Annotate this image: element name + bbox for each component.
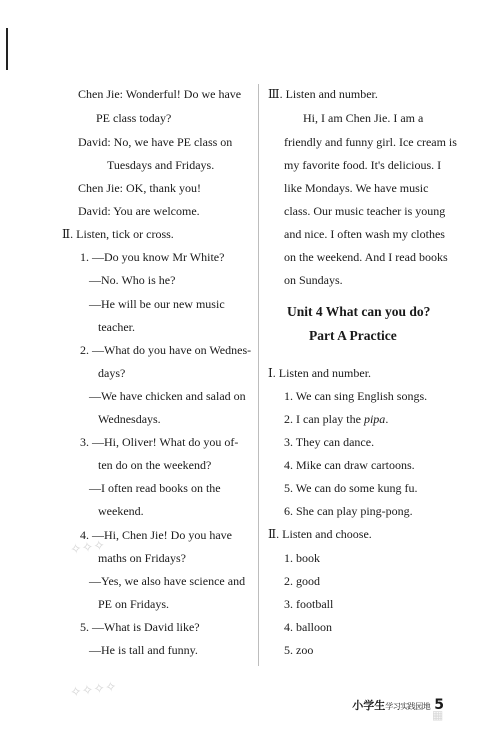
- text-line: Hi, I am Chen Jie. I am a: [303, 111, 424, 125]
- text-line: David: You are welcome.: [78, 204, 200, 218]
- text-line: PE on Fridays.: [98, 597, 170, 611]
- text-line: my favorite food. It's delicious. I: [284, 158, 442, 172]
- page-number: 5: [434, 697, 444, 713]
- footer-brand: 小学生: [352, 699, 386, 712]
- section-heading: Ⅲ. Listen and number.: [268, 87, 378, 101]
- text-line: Tuesdays and Fridays.: [107, 158, 215, 172]
- text-line: maths on Fridays?: [98, 551, 186, 565]
- text-line: 1. —Do you know Mr White?: [80, 250, 225, 264]
- text-line: —Yes, we also have science and: [89, 574, 246, 588]
- list-item: 3. They can dance.: [284, 435, 375, 449]
- list-item: 4. Mike can draw cartoons.: [284, 458, 415, 472]
- text-line: David: No, we have PE class on: [78, 135, 233, 149]
- list-item: 1. book: [284, 551, 320, 565]
- footer-brand-subtitle: 学习实践园地: [385, 702, 431, 711]
- margin-mark: [6, 28, 8, 70]
- text-line: Chen Jie: OK, thank you!: [78, 181, 201, 195]
- text-line: 2. —What do you have on Wednes-: [80, 343, 252, 357]
- section-heading: Ⅰ. Listen and number.: [268, 366, 372, 380]
- section-heading: Ⅱ. Listen and choose.: [268, 527, 372, 541]
- part-heading: Part A Practice: [309, 328, 397, 343]
- text-line: weekend.: [98, 504, 144, 518]
- watermark: ▦: [432, 708, 444, 722]
- section-heading: Ⅱ. Listen, tick or cross.: [62, 227, 174, 241]
- list-item: 1. We can sing English songs.: [284, 389, 428, 403]
- text-line: —No. Who is he?: [89, 273, 176, 287]
- text-line: on Sundays.: [284, 273, 343, 287]
- watermark: ✧✧✧✧: [69, 678, 118, 702]
- text-line: and nice. I often wash my clothes: [284, 227, 445, 241]
- text-line: PE class today?: [96, 111, 172, 125]
- text-line: —He is tall and funny.: [89, 643, 198, 657]
- text-line: 5. —What is David like?: [80, 620, 200, 634]
- text-line: Wednesdays.: [98, 412, 161, 426]
- text-line: —I often read books on the: [89, 481, 221, 495]
- text-line: teacher.: [98, 320, 135, 334]
- column-divider: [258, 84, 259, 666]
- text-line: on the weekend. And I read books: [284, 250, 448, 264]
- text-line: like Mondays. We have music: [284, 181, 429, 195]
- unit-heading: Unit 4 What can you do?: [287, 304, 431, 319]
- list-item: 6. She can play ping-pong.: [284, 504, 413, 518]
- text-line: —He will be our new music: [89, 297, 225, 311]
- page-footer: [352, 697, 444, 713]
- list-item: 4. balloon: [284, 620, 332, 634]
- text-line: —We have chicken and salad on: [89, 389, 246, 403]
- list-item: 3. football: [284, 597, 334, 611]
- text-line: 3. —Hi, Oliver! What do you of-: [80, 435, 239, 449]
- watermark: ✧✧✧: [69, 537, 107, 559]
- list-item: 5. We can do some kung fu.: [284, 481, 418, 495]
- text-line: ten do on the weekend?: [98, 458, 212, 472]
- text-line: 4. —Hi, Chen Jie! Do you have: [80, 528, 232, 542]
- list-item: 5. zoo: [284, 643, 314, 657]
- text-line: days?: [98, 366, 126, 380]
- text-line: class. Our music teacher is young: [284, 204, 446, 218]
- text-line: friendly and funny girl. Ice cream is: [284, 135, 457, 149]
- list-item: 2. I can play the pipa.: [284, 412, 389, 426]
- list-item: 2. good: [284, 574, 320, 588]
- text-line: Chen Jie: Wonderful! Do we have: [78, 87, 242, 101]
